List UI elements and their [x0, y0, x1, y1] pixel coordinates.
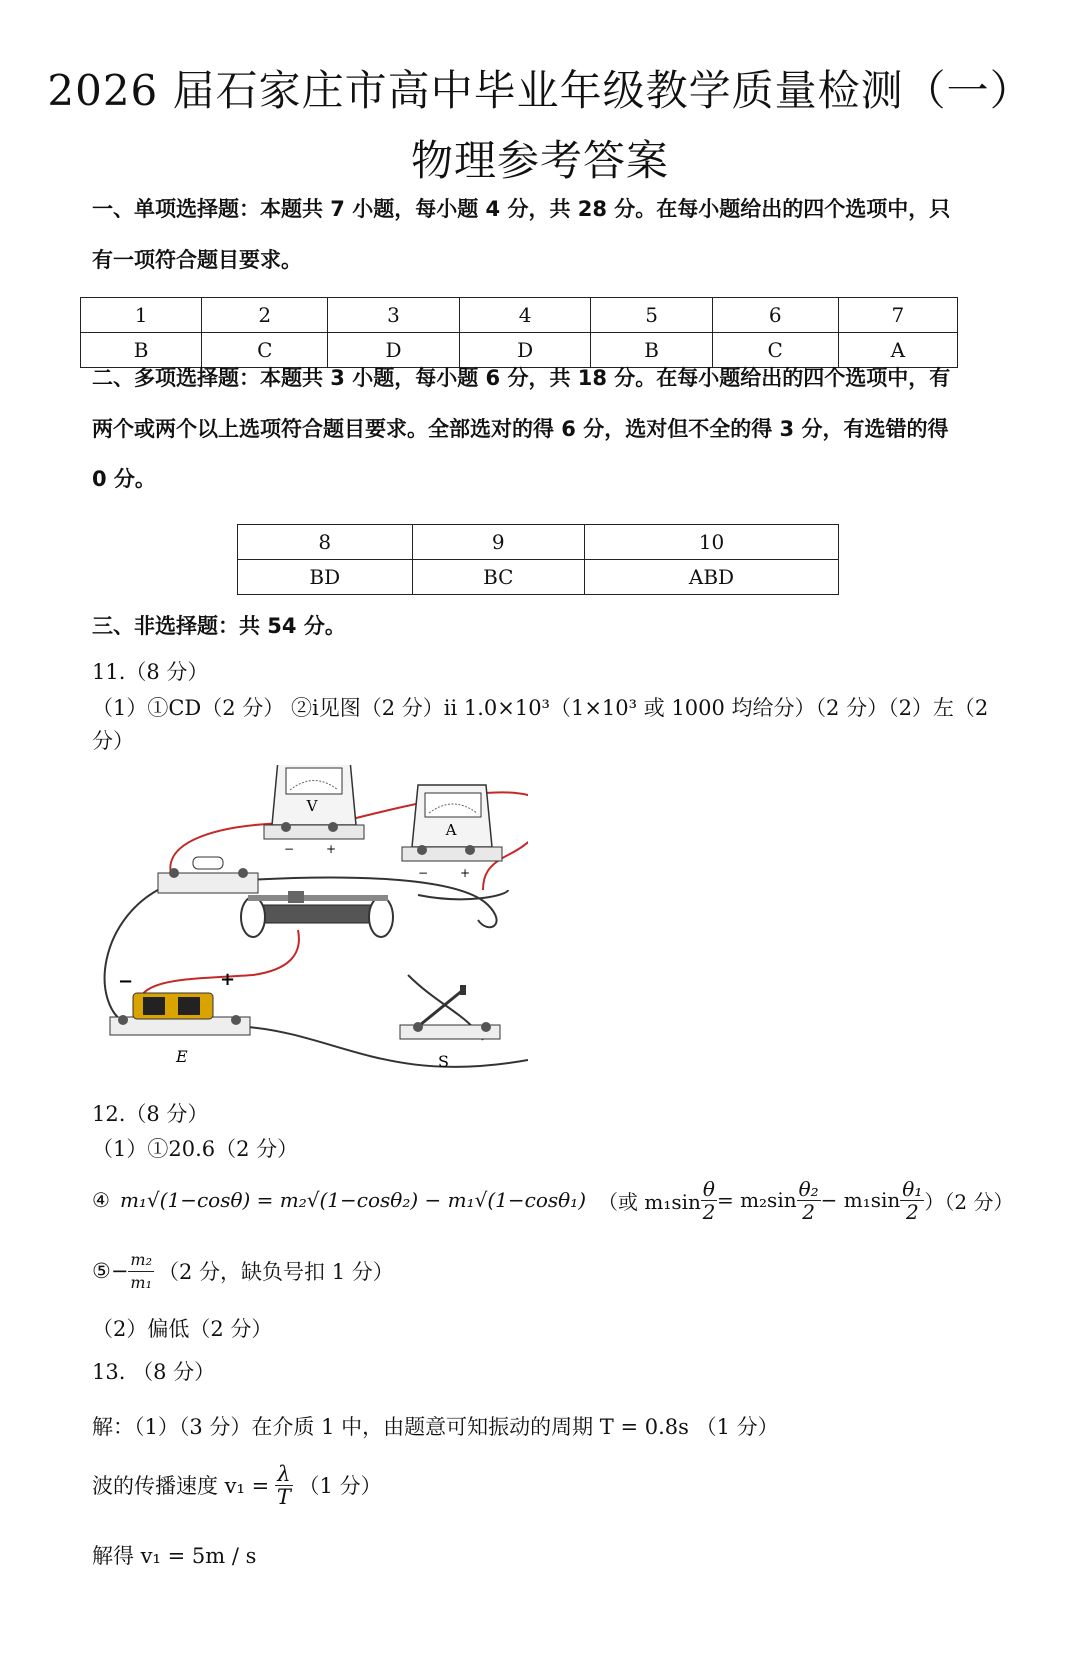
single-choice-answer-table — [80, 297, 958, 368]
ammeter — [402, 785, 502, 880]
battery — [110, 969, 250, 1066]
frac-numerator: m₂ — [128, 1249, 154, 1272]
battery-label: E — [176, 1047, 188, 1066]
q12-line2-alt-mid1: = m₂sin — [716, 1188, 797, 1212]
q12-line3 — [92, 1246, 1022, 1296]
table-cell: 3 — [328, 298, 460, 333]
table-cell: B — [81, 333, 202, 368]
ammeter-label: A — [445, 821, 457, 839]
q12-line2-alt-prefix: （或 m₁sin — [598, 1189, 701, 1214]
page-title: 2026 届石家庄市高中毕业年级教学质量检测（一） — [47, 66, 1033, 115]
page-subtitle: 物理参考答案 — [410, 136, 669, 185]
frac-numerator: θ — [702, 1176, 715, 1201]
table-cell: 4 — [459, 298, 591, 333]
answer-row — [238, 560, 839, 595]
frac-denominator: 2 — [905, 1199, 919, 1224]
section2-heading-line3: 0 分。 — [92, 467, 156, 491]
table-cell: 7 — [838, 298, 957, 333]
battery-plus: + — [220, 969, 236, 990]
table-cell: C — [712, 333, 838, 368]
q13-line3: 解得 v₁ = 5m / s — [92, 1544, 257, 1568]
frac-numerator: θ₁ — [902, 1176, 923, 1201]
q13-head: 13. （8 分） — [92, 1360, 216, 1384]
table-cell: 8 — [238, 525, 413, 560]
question-number-row — [238, 525, 839, 560]
table-cell: C — [202, 333, 328, 368]
section2-heading-line1: 二、多项选择题：本题共 3 小题，每小题 6 分，共 18 分。在每小题给出的四个选项中，有 — [92, 366, 951, 390]
q12-line2 — [92, 1172, 1022, 1228]
fraction-lambda-over-T — [275, 1463, 292, 1508]
fraction-theta1-over-2 — [900, 1178, 924, 1223]
fraction-theta2-over-2 — [797, 1178, 821, 1223]
q12-line4: （2）偏低（2 分） — [92, 1317, 273, 1341]
battery-minus: − — [118, 971, 134, 992]
q12-head: 12.（8 分） — [92, 1102, 209, 1126]
q12-line2-suffix: ）（2 分） — [924, 1189, 1014, 1214]
table-cell: A — [838, 333, 957, 368]
frac-denominator: m₁ — [130, 1272, 153, 1292]
q12-line2-prefix: ④ — [92, 1188, 110, 1212]
q13-line2-prefix: 波的传播速度 v₁ = — [92, 1474, 270, 1498]
table-cell: BC — [412, 560, 585, 595]
table-cell: 10 — [585, 525, 839, 560]
table-cell: D — [459, 333, 591, 368]
q12-line1: （1）①20.6（2 分） — [92, 1137, 299, 1161]
voltmeter-label: V — [306, 797, 318, 815]
frac-denominator: 2 — [802, 1199, 815, 1224]
section3-heading: 三、非选择题：共 54 分。 — [92, 614, 346, 638]
switch-label: S — [438, 1052, 449, 1071]
q11-line1: （1）①CD（2 分） ②i见图（2 分）ii 1.0×10³（1×10³ 或 1000 均给分）（2 分）（2）左（2 — [92, 696, 989, 720]
q13-line1: 解：（1）（3 分）在介质 1 中，由题意可知振动的周期 T = 0.8s （1 分） — [92, 1415, 779, 1439]
q12-line3-prefix: ⑤− — [92, 1259, 129, 1283]
voltmeter-plus: + — [326, 842, 337, 856]
q13-line2 — [92, 1455, 1022, 1515]
q12-line2-formula: m₁√(1−cosθ) = m₂√(1−cosθ₂) − m₁√(1−cosθ₁) — [119, 1188, 587, 1212]
table-cell: 6 — [712, 298, 838, 333]
table-cell: BD — [238, 560, 413, 595]
q11-line2: 分） — [92, 729, 134, 753]
table-cell: B — [591, 333, 712, 368]
multi-choice-answer-table — [237, 524, 839, 595]
circuit-diagram — [88, 765, 528, 1085]
ammeter-minus: − — [418, 866, 429, 880]
question-number-row — [81, 298, 958, 333]
section2-heading-line2: 两个或两个以上选项符合题目要求。全部选对的得 6 分，选对但不全的得 3 分，有选错的得 — [92, 417, 949, 441]
fraction-m2-over-m1 — [128, 1249, 154, 1294]
q13-line2-suffix: （1 分） — [298, 1474, 382, 1498]
ammeter-plus: + — [460, 866, 471, 880]
table-cell: D — [328, 333, 460, 368]
frac-numerator: θ₂ — [798, 1176, 819, 1201]
voltmeter-minus: − — [284, 842, 295, 856]
q11-head: 11.（8 分） — [92, 660, 209, 684]
table-cell: 5 — [591, 298, 712, 333]
section1-heading-line1: 一、单项选择题：本题共 7 小题，每小题 4 分，共 28 分。在每小题给出的四个选项中，只 — [92, 197, 951, 221]
rheostat — [241, 891, 393, 937]
table-cell: 9 — [412, 525, 585, 560]
switch — [400, 985, 500, 1071]
table-cell: 2 — [202, 298, 328, 333]
frac-denominator: 2 — [702, 1199, 716, 1224]
frac-numerator: λ — [277, 1461, 291, 1486]
q12-line2-alt-mid2: − m₁sin — [820, 1188, 901, 1212]
q12-line3-suffix: （2 分，缺负号扣 1 分） — [158, 1260, 394, 1284]
table-cell: 1 — [81, 298, 202, 333]
frac-denominator: T — [276, 1484, 291, 1509]
table-cell: ABD — [585, 560, 839, 595]
section1-heading-line2: 有一项符合题目要求。 — [92, 248, 302, 272]
fixed-resistor — [158, 857, 258, 893]
voltmeter — [264, 765, 364, 856]
fraction-theta-over-2 — [701, 1178, 717, 1223]
